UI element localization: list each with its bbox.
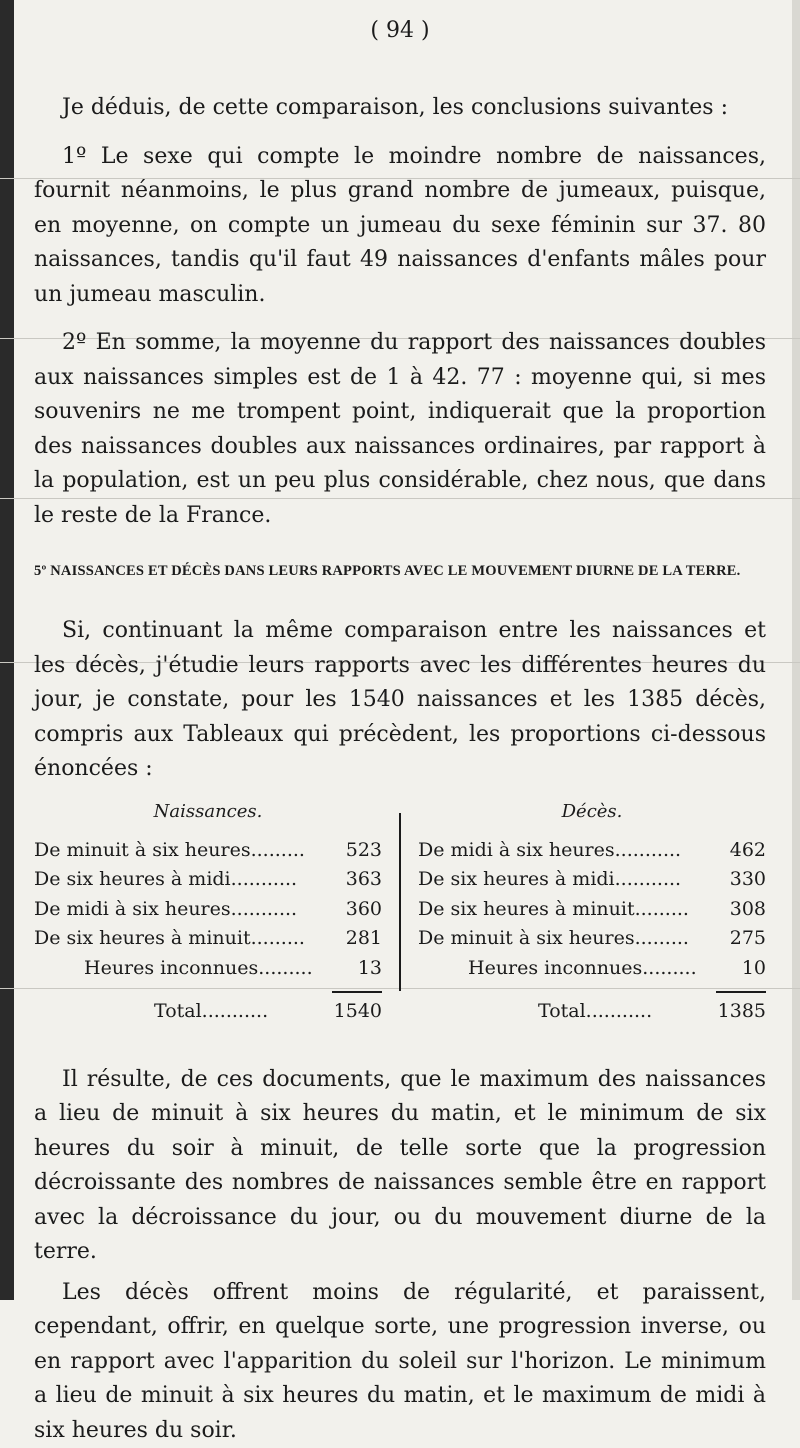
table-row: [418, 924, 766, 954]
page-right-edge: [792, 0, 800, 1300]
row-value: 275: [730, 924, 766, 954]
row-value: 330: [730, 865, 766, 895]
table-row: [34, 865, 382, 895]
table-row: [34, 924, 382, 954]
row-label: De midi à six heures...........: [418, 836, 681, 866]
row-value: 363: [346, 865, 382, 895]
row-label: De six heures à midi...........: [34, 865, 297, 895]
deces-title: Décès.: [418, 801, 766, 822]
statistics-tables: [34, 801, 766, 1041]
table-row: [418, 954, 766, 984]
row-label: De six heures à minuit.........: [34, 924, 305, 954]
row-label: De minuit à six heures.........: [418, 924, 689, 954]
paragraph-deces: Les décès offrent moins de régularité, et paraissent, cependant, offrir, en quelque sorte, une progression inverse, ou en rapport avec l'apparition du soleil sur l'horizon. Le minimum a lieu de minuit à six heures du matin, et le maximum de midi à six heures du soir.: [34, 1276, 766, 1448]
total-value: 1385: [718, 997, 766, 1027]
paragraph-intro: Je déduis, de cette comparaison, les conclusions suivantes :: [34, 91, 766, 126]
section-heading: 5º NAISSANCES ET DÉCÈS DANS LEURS RAPPORTS AVEC LE MOUVEMENT DIURNE DE LA TERRE.: [34, 563, 766, 580]
page-content: [34, 18, 766, 1448]
row-value: 10: [742, 954, 766, 984]
table-row: [418, 836, 766, 866]
row-label: De midi à six heures...........: [34, 895, 297, 925]
table-row: [34, 836, 382, 866]
deces-table: [418, 801, 766, 1027]
page-binding-edge: [0, 0, 14, 1300]
row-value: 13: [358, 954, 382, 984]
table-row: [34, 954, 382, 984]
naissances-title: Naissances.: [34, 801, 382, 822]
paragraph-conclusion-1: 1º Le sexe qui compte le moindre nombre de naissances, fournit néanmoins, le plus grand nombre de jumeaux, puisque, en moyenne, on compte un jumeau du sexe féminin sur 37. 80 naissances, tandis qu'il faut 49 naissances d'enfants mâles pour un jumeau masculin.: [34, 140, 766, 313]
row-label: De minuit à six heures.........: [34, 836, 305, 866]
total-row: [34, 997, 382, 1027]
total-rule: [332, 991, 382, 993]
page-number: ( 94 ): [34, 18, 766, 43]
paragraph-comparison: Si, continuant la même comparaison entre les naissances et les décès, j'étudie leurs rapports avec les différentes heures du jour, je constate, pour les 1540 naissances et les 1385 décès, compris aux Tableaux qui précèdent, les proportions ci-dessous énoncées :: [34, 614, 766, 787]
paragraph-result: Il résulte, de ces documents, que le maximum des naissances a lieu de minuit à six heures du matin, et le minimum de six heures du soir à minuit, de telle sorte que la progression décroissante des nombres de naissances semble être en rapport avec la décroissance du jour, ou du mouvement diurne de la terre.: [34, 1063, 766, 1270]
table-divider: [399, 813, 401, 991]
row-value: 281: [346, 924, 382, 954]
total-value: 1540: [334, 997, 382, 1027]
total-label: Total...........: [418, 997, 652, 1027]
row-label: Heures inconnues.........: [418, 954, 697, 984]
total-label: Total...........: [34, 997, 268, 1027]
total-row: [418, 997, 766, 1027]
row-value: 308: [730, 895, 766, 925]
paragraph-conclusion-2: 2º En somme, la moyenne du rapport des naissances doubles aux naissances simples est de 1 à 42. 77 : moyenne qui, si mes souvenirs ne me trompent point, indiquerait que la proportion des naissances doubles aux naissances ordinaires, par rapport à la population, est un peu plus considérable, chez nous, que dans le reste de la France.: [34, 326, 766, 533]
table-row: [418, 865, 766, 895]
row-value: 523: [346, 836, 382, 866]
table-row: [34, 895, 382, 925]
row-label: Heures inconnues.........: [34, 954, 313, 984]
row-label: De six heures à minuit.........: [418, 895, 689, 925]
naissances-table: [34, 801, 382, 1027]
row-value: 462: [730, 836, 766, 866]
row-label: De six heures à midi...........: [418, 865, 681, 895]
row-value: 360: [346, 895, 382, 925]
table-row: [418, 895, 766, 925]
total-rule: [716, 991, 766, 993]
